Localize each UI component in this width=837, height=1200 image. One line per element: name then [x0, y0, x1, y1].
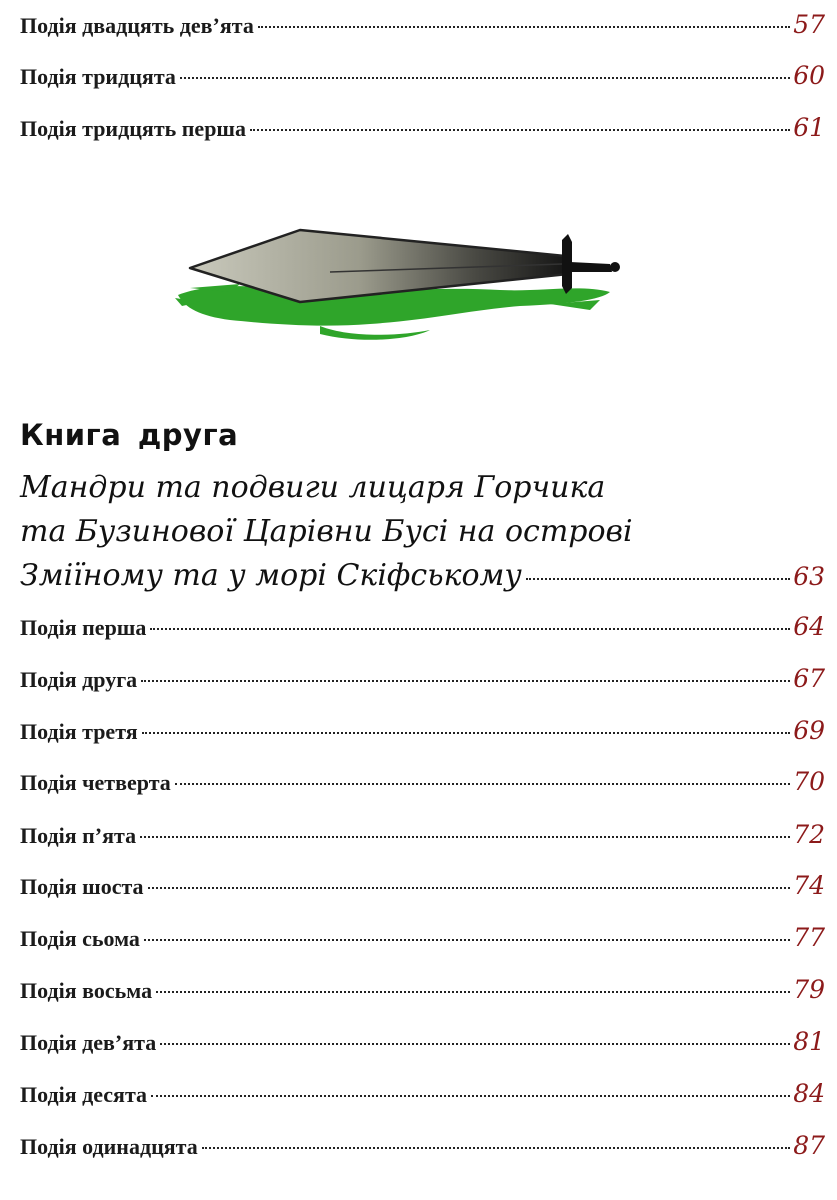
toc-entry[interactable] — [20, 820, 825, 860]
dot-leader — [258, 26, 790, 28]
toc-entry-label: Подія перша — [20, 615, 147, 640]
toc-entry-page: 57 — [793, 10, 825, 39]
dot-leader — [160, 1043, 790, 1045]
toc-entry-label: Подія п’ята — [20, 823, 137, 848]
dot-leader — [142, 732, 791, 734]
toc-entry[interactable] — [20, 10, 825, 50]
toc-entry[interactable] — [20, 61, 825, 101]
book-heading: Книга друга — [20, 418, 239, 452]
toc-entry-label: Подія сьома — [20, 926, 140, 951]
dot-leader — [156, 991, 790, 993]
toc-entry[interactable] — [20, 871, 825, 911]
dot-leader — [526, 578, 790, 580]
dot-leader — [148, 887, 791, 889]
toc-entry-label: Подія друга — [20, 667, 138, 692]
dot-leader — [150, 628, 790, 630]
book-subtitle-entry[interactable] — [20, 558, 825, 602]
toc-entry-label: Подія тридцять перша — [20, 116, 247, 141]
toc-entry[interactable] — [20, 923, 825, 963]
toc-entry[interactable] — [20, 767, 825, 807]
toc-entry[interactable] — [20, 1027, 825, 1067]
toc-entry-page: 81 — [793, 1027, 825, 1056]
toc-entry-page: 87 — [793, 1131, 825, 1160]
toc-entry-page: 74 — [793, 871, 825, 900]
dot-leader — [141, 680, 790, 682]
toc-entry-page: 84 — [793, 1079, 825, 1108]
toc-entry-label: Подія шоста — [20, 874, 144, 899]
dot-leader — [144, 939, 790, 941]
dot-leader — [180, 77, 790, 79]
toc-entry[interactable] — [20, 1079, 825, 1119]
toc-entry[interactable] — [20, 113, 825, 153]
toc-entry-page: 79 — [793, 975, 825, 1004]
toc-entry[interactable] — [20, 664, 825, 704]
toc-entry-page: 69 — [793, 716, 825, 745]
toc-entry-page: 70 — [793, 767, 825, 796]
toc-entry[interactable] — [20, 716, 825, 756]
toc-entry-label: Подія четверта — [20, 770, 171, 795]
toc-entry-label: Подія тридцята — [20, 64, 176, 89]
dot-leader — [175, 783, 790, 785]
dot-leader — [140, 836, 790, 838]
book-subtitle-line: Зміїному та у морі Скіфському — [20, 558, 522, 593]
book-subtitle-line: та Бузинової Царівни Бусі на острові — [20, 514, 633, 549]
toc-entry-label: Подія дев’ята — [20, 1030, 157, 1055]
toc-entry[interactable] — [20, 975, 825, 1015]
toc-entry-label: Подія одинадцята — [20, 1134, 198, 1159]
toc-entry-page: 60 — [793, 61, 825, 90]
book-page: 63 — [793, 562, 825, 591]
dot-leader — [250, 129, 790, 131]
toc-entry-page: 77 — [793, 923, 825, 952]
toc-entry-page: 72 — [793, 820, 825, 849]
book-subtitle-line: Мандри та подвиги лицаря Горчика — [20, 470, 606, 505]
sword-on-grass-icon — [170, 220, 630, 360]
toc-entry[interactable] — [20, 612, 825, 652]
toc-entry-label: Подія третя — [20, 719, 138, 744]
toc-entry-page: 61 — [793, 113, 825, 142]
dot-leader — [151, 1095, 790, 1097]
toc-entry-label: Подія двадцять дев’ята — [20, 13, 254, 38]
dot-leader — [202, 1147, 790, 1149]
toc-entry-page: 67 — [793, 664, 825, 693]
toc-entry-label: Подія восьма — [20, 978, 153, 1003]
toc-entry-page: 64 — [793, 612, 825, 641]
toc-entry-label: Подія десята — [20, 1082, 148, 1107]
toc-entry[interactable] — [20, 1131, 825, 1171]
